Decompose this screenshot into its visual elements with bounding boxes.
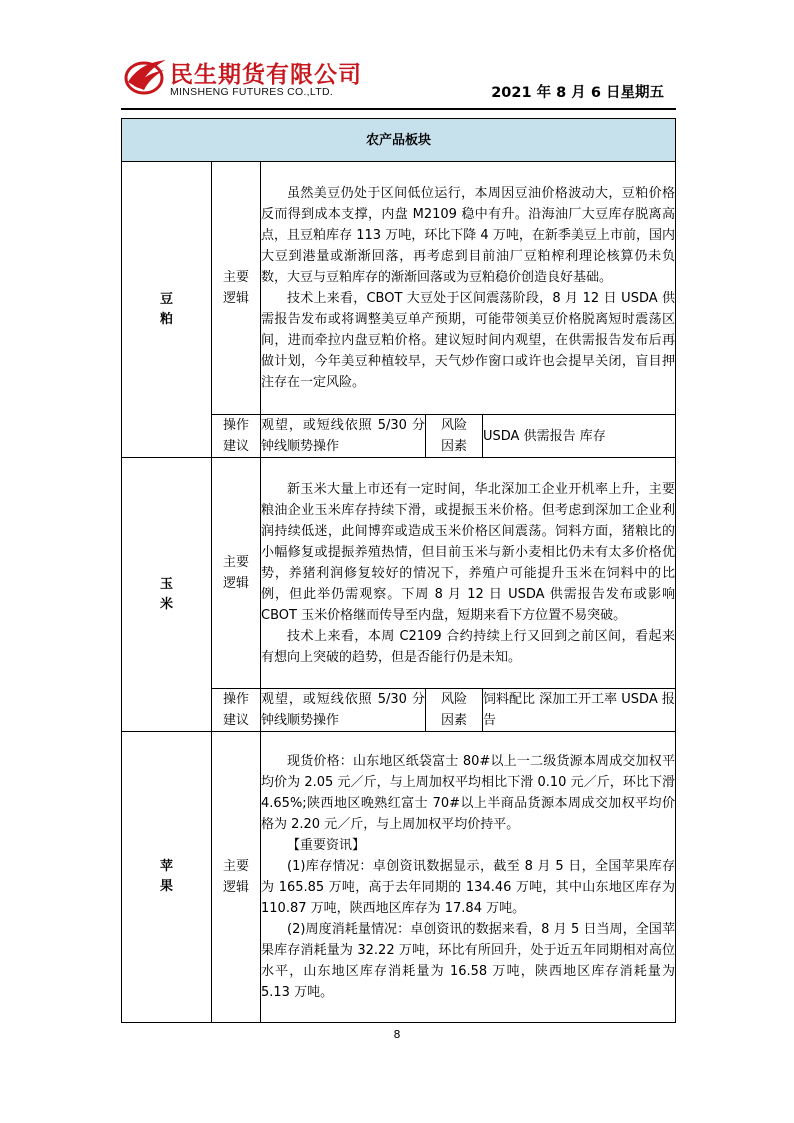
report-date: 2021 年 8 月 6 日星期五 — [491, 85, 664, 101]
section-header-row — [122, 119, 676, 162]
risk-text: USDA 供需报告 库存 — [483, 415, 676, 458]
logic-label-cell — [212, 162, 261, 415]
risk-label-cell — [426, 689, 483, 732]
minsheng-swoosh-icon — [124, 56, 168, 96]
company-name-cn: 民生期货有限公司 — [170, 62, 362, 88]
operation-label: 操作建议 — [222, 418, 249, 454]
risk-label: 风险因素 — [440, 418, 467, 454]
product-name: 苹果 — [159, 859, 173, 894]
operation-text: 观望，或短线依照 5/30 分钟线顺势操作 — [261, 415, 426, 458]
logic-paragraph: 虽然美豆仍处于区间低位运行，本周因豆油价格波动大，豆粕价格反而得到成本支撑，内盘 M2109 稳中有升。沿海油厂大豆库存脱离高点，且豆粕库存 113 万吨，环比下降 4 万吨，在新季美豆上市前，国内大豆到港量或渐渐回落，再考虑到目前油厂豆粕榨利理论核算仍未负数，大豆与豆粕库存的渐渐回落或为豆粕稳价创造良好基础。 — [261, 186, 675, 285]
company-logo — [124, 54, 374, 102]
company-name-en: MINSHENG FUTURES CO.,LTD. — [170, 86, 334, 98]
logic-paragraph: 现货价格：山东地区纸袋富士 80#以上一二级货源本周成交加权平均价为 2.05 元／斤，与上周加权平均相比下滑 0.10 元／斤，环比下滑 4.65%;陕西地区晚熟红富士 70#以上半商品货源本周成交加权平均价格为 2.20 元／斤，与上周加权平均价持平。 — [261, 754, 675, 832]
product-name-cell — [122, 458, 212, 732]
logic-paragraph: (2)周度消耗量情况：卓创资讯的数据来看，8 月 5 日当周，全国苹果库存消耗量为 32.22 万吨，环比有所回升，处于近五年同期相对高位水平，山东地区库存消耗量为 16.58 万吨，陕西地区库存消耗量为 5.13 万吨。 — [261, 922, 675, 1000]
product-name: 豆粕 — [159, 291, 173, 327]
logic-paragraph: (1)库存情况：卓创资讯数据显示，截至 8 月 5 日，全国苹果库存为 165.85 万吨，高于去年同期的 134.46 万吨，其中山东地区库存为 110.87 万吨，陕西地区库存为 17.84 万吨。 — [261, 859, 675, 916]
logic-label: 主要逻辑 — [222, 555, 249, 591]
product-name-cell — [122, 162, 212, 458]
section-title: 农产品板块 — [122, 119, 676, 162]
logic-paragraph: 技术上来看，CBOT 大豆处于区间震荡阶段，8 月 12 日 USDA 供需报告发布或将调整美豆单产预期，可能带领美豆价格脱离短时震荡区间，进而牵拉内盘豆粕价格。建议短时间内观望，在供需报告发布后再做计划，今年美豆种植较早，天气炒作窗口或许也会提早关闭，盲目押注存在一定风险。 — [261, 291, 675, 390]
operation-label-cell — [212, 415, 261, 458]
logic-text-cell — [261, 458, 676, 689]
product-row-corn-logic — [122, 458, 676, 689]
logic-paragraph: 技术上来看，本周 C2109 合约持续上行又回到之前区间，看起来有想向上突破的趋势，但是否能行仍是未知。 — [261, 628, 675, 665]
operation-label: 操作建议 — [222, 692, 249, 728]
logic-paragraph: 【重要资讯】 — [287, 838, 366, 853]
logic-label: 主要逻辑 — [222, 859, 249, 895]
header-rule — [121, 108, 676, 110]
product-name: 玉米 — [159, 576, 173, 612]
logic-text-cell — [261, 162, 676, 415]
page-number: 8 — [393, 1028, 401, 1041]
risk-label-cell — [426, 415, 483, 458]
product-row-apple-logic — [122, 732, 676, 1023]
logic-label: 主要逻辑 — [222, 270, 249, 306]
risk-label: 风险因素 — [440, 692, 467, 728]
logic-text-cell — [261, 732, 676, 1023]
product-name-cell — [122, 732, 212, 1023]
risk-text: 饲料配比 深加工开工率 USDA 报告 — [483, 689, 676, 732]
logic-label-cell — [212, 458, 261, 689]
agri-table — [121, 118, 676, 1023]
logic-label-cell — [212, 732, 261, 1023]
product-row-soymeal-logic — [122, 162, 676, 415]
operation-label-cell — [212, 689, 261, 732]
logic-paragraph: 新玉米大量上市还有一定时间，华北深加工企业开机率上升，主要粮油企业玉米库存持续下滑，或提振玉米价格。但考虑到深加工企业利润持续低迷，此间博弈或造成玉米价格区间震荡。饲料方面，猪粮比的小幅修复或提振养殖热情，但目前玉米与新小麦相比仍未有太多价格优势，养猪利润修复较好的情况下，养殖户可能提升玉米在饲料中的比例，但此举仍需观察。下周 8 月 12 日 USDA 供需报告发布或影响 CBOT 玉米价格继而传导至内盘，短期来看下方位置不易突破。 — [261, 481, 675, 623]
operation-text: 观望，或短线依照 5/30 分钟线顺势操作 — [261, 689, 426, 732]
